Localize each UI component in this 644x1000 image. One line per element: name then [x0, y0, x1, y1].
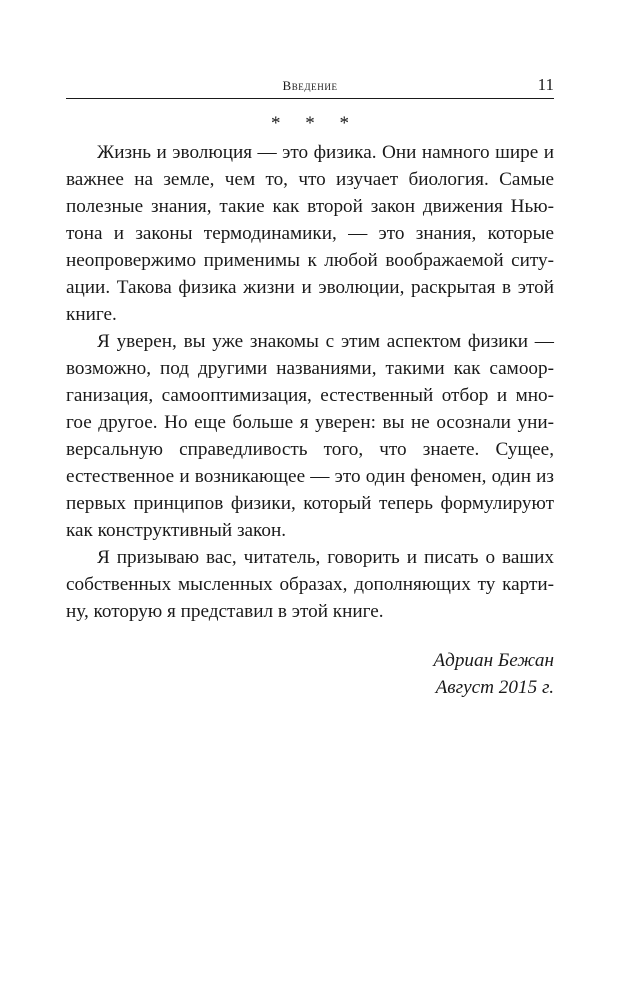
body-text — [66, 139, 554, 625]
page-number: 11 — [537, 75, 554, 94]
book-page — [66, 72, 554, 701]
signature-date: Август 2015 г. — [435, 677, 554, 698]
signature-block — [66, 647, 554, 701]
paragraph: Жизнь и эволюция — это физика. Они намного шире и важнее на земле, чем то, что изучает биология. Самые полезные знания, такие как второй закон движения Ньютона и законы термодинамики, — это знания, которые неопровержимо применимы к любой воображаемой ситуации. Такова физика жизни и эволюции, раскрытая в этой книге. — [66, 142, 554, 325]
paragraph: Я уверен, вы уже знакомы с этим аспектом физики — возможно, под другими названиями, такими как самоорганизация, самооптимизация, естественный отбор и многое другое. Но еще больше я уверен: вы не осознали универсальную справедливость того, что знаете. Сущее, естественное и возникающее — это один феномен, один из первых принципов физики, который теперь формулируют как конструктивный закон. — [66, 331, 554, 541]
author-name: Адриан Бежан — [433, 650, 554, 671]
section-ornament: * * * — [271, 113, 359, 134]
paragraph: Я призываю вас, читатель, говорить и писать о ваших собственных мысленных образах, дополняющих ту картину, которую я представил в этой книге. — [66, 547, 554, 622]
running-header — [66, 72, 554, 99]
chapter-title: Введение — [282, 78, 338, 93]
